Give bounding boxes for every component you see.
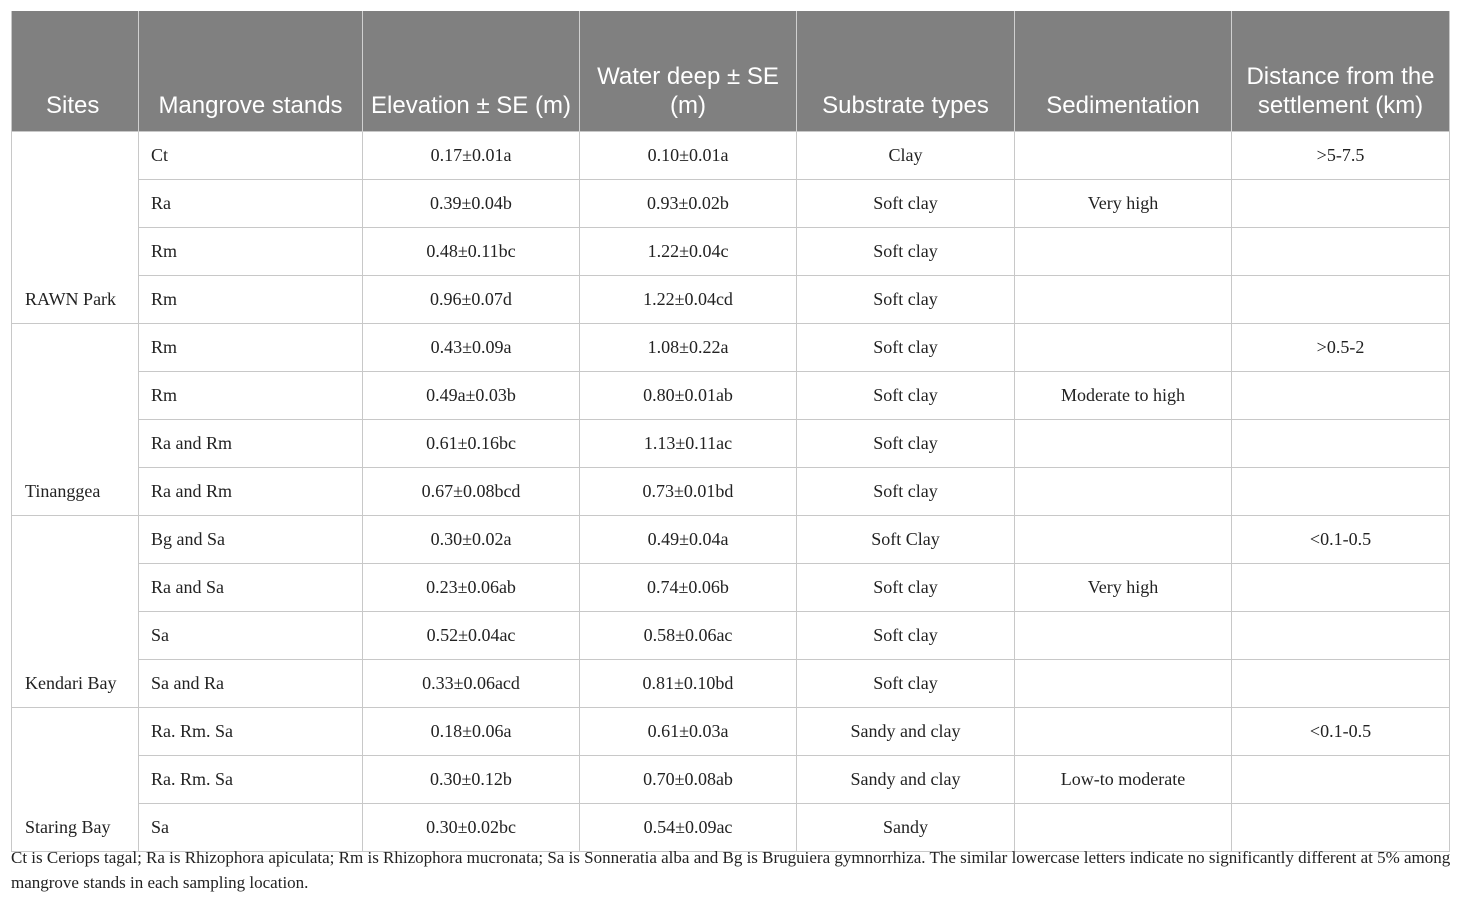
stand-cell: Ra and Rm xyxy=(139,468,363,516)
table-row xyxy=(12,180,1450,228)
water-deep-cell: 0.81±0.10bd xyxy=(580,660,797,708)
sedimentation-cell: Moderate to high xyxy=(1015,372,1232,420)
table-row xyxy=(12,228,1450,276)
site-name-cell: RAWN Park xyxy=(12,132,139,324)
header-distance: Distance from the settlement (km) xyxy=(1232,11,1450,132)
distance-cell: >0.5-2 xyxy=(1232,324,1450,372)
sedimentation-cell xyxy=(1015,420,1232,468)
table-row xyxy=(12,660,1450,708)
substrate-cell: Soft clay xyxy=(797,324,1015,372)
header-mangrove-stands: Mangrove stands xyxy=(139,11,363,132)
table-row xyxy=(12,132,1450,180)
sedimentation-cell xyxy=(1015,516,1232,564)
substrate-cell: Sandy xyxy=(797,804,1015,852)
table-footnote: Ct is Ceriops tagal; Ra is Rhizophora apiculata; Rm is Rhizophora mucronata; Sa is Sonneratia alba and Bg is Bruguiera gymnorrhiza. The similar lowercase letters indicate no significantly different at 5% among mangrove stands in each sampling location. xyxy=(11,848,1451,892)
stand-cell: Ra. Rm. Sa xyxy=(139,756,363,804)
substrate-cell: Soft clay xyxy=(797,372,1015,420)
elevation-cell: 0.48±0.11bc xyxy=(363,228,580,276)
distance-cell xyxy=(1232,228,1450,276)
water-deep-cell: 0.58±0.06ac xyxy=(580,612,797,660)
stand-cell: Sa xyxy=(139,612,363,660)
elevation-cell: 0.67±0.08bcd xyxy=(363,468,580,516)
sedimentation-cell: Very high xyxy=(1015,564,1232,612)
stand-cell: Bg and Sa xyxy=(139,516,363,564)
water-deep-cell: 1.13±0.11ac xyxy=(580,420,797,468)
data-table-container xyxy=(11,11,1449,852)
sedimentation-cell xyxy=(1015,276,1232,324)
water-deep-cell: 1.22±0.04c xyxy=(580,228,797,276)
stand-cell: Rm xyxy=(139,276,363,324)
elevation-cell: 0.43±0.09a xyxy=(363,324,580,372)
distance-cell xyxy=(1232,420,1450,468)
stand-cell: Ra. Rm. Sa xyxy=(139,708,363,756)
distance-cell xyxy=(1232,276,1450,324)
stand-cell: Rm xyxy=(139,372,363,420)
elevation-cell: 0.33±0.06acd xyxy=(363,660,580,708)
substrate-cell: Soft clay xyxy=(797,180,1015,228)
water-deep-cell: 0.93±0.02b xyxy=(580,180,797,228)
substrate-cell: Soft clay xyxy=(797,228,1015,276)
water-deep-cell: 1.08±0.22a xyxy=(580,324,797,372)
sedimentation-cell xyxy=(1015,708,1232,756)
elevation-cell: 0.49a±0.03b xyxy=(363,372,580,420)
substrate-cell: Soft clay xyxy=(797,660,1015,708)
substrate-cell: Soft clay xyxy=(797,468,1015,516)
elevation-cell: 0.39±0.04b xyxy=(363,180,580,228)
stand-cell: Sa xyxy=(139,804,363,852)
site-name-cell: Staring Bay xyxy=(12,708,139,852)
sedimentation-cell xyxy=(1015,228,1232,276)
header-substrate-types: Substrate types xyxy=(797,11,1015,132)
elevation-cell: 0.23±0.06ab xyxy=(363,564,580,612)
header-sedimentation: Sedimentation xyxy=(1015,11,1232,132)
substrate-cell: Soft clay xyxy=(797,420,1015,468)
sedimentation-cell xyxy=(1015,132,1232,180)
table-row xyxy=(12,468,1450,516)
water-deep-cell: 1.22±0.04cd xyxy=(580,276,797,324)
substrate-cell: Sandy and clay xyxy=(797,708,1015,756)
stand-cell: Ra and Sa xyxy=(139,564,363,612)
sedimentation-cell xyxy=(1015,612,1232,660)
substrate-cell: Soft Clay xyxy=(797,516,1015,564)
elevation-cell: 0.61±0.16bc xyxy=(363,420,580,468)
elevation-cell: 0.18±0.06a xyxy=(363,708,580,756)
table-row xyxy=(12,708,1450,756)
distance-cell xyxy=(1232,372,1450,420)
header-sites: Sites xyxy=(12,11,139,132)
sedimentation-cell xyxy=(1015,324,1232,372)
sedimentation-cell: Low-to moderate xyxy=(1015,756,1232,804)
site-name-cell: Tinanggea xyxy=(12,324,139,516)
header-water-deep: Water deep ± SE (m) xyxy=(580,11,797,132)
site-name-cell: Kendari Bay xyxy=(12,516,139,708)
water-deep-cell: 0.61±0.03a xyxy=(580,708,797,756)
stand-cell: Sa and Ra xyxy=(139,660,363,708)
mangrove-site-table xyxy=(11,11,1450,852)
water-deep-cell: 0.54±0.09ac xyxy=(580,804,797,852)
water-deep-cell: 0.73±0.01bd xyxy=(580,468,797,516)
distance-cell: <0.1-0.5 xyxy=(1232,708,1450,756)
stand-cell: Ct xyxy=(139,132,363,180)
sedimentation-cell: Very high xyxy=(1015,180,1232,228)
distance-cell xyxy=(1232,660,1450,708)
stand-cell: Rm xyxy=(139,324,363,372)
water-deep-cell: 0.80±0.01ab xyxy=(580,372,797,420)
table-row xyxy=(12,564,1450,612)
table-row xyxy=(12,756,1450,804)
header-elevation: Elevation ± SE (m) xyxy=(363,11,580,132)
table-body xyxy=(12,132,1450,852)
table-row xyxy=(12,612,1450,660)
stand-cell: Ra and Rm xyxy=(139,420,363,468)
stand-cell: Rm xyxy=(139,228,363,276)
table-row xyxy=(12,372,1450,420)
water-deep-cell: 0.74±0.06b xyxy=(580,564,797,612)
water-deep-cell: 0.10±0.01a xyxy=(580,132,797,180)
water-deep-cell: 0.70±0.08ab xyxy=(580,756,797,804)
substrate-cell: Clay xyxy=(797,132,1015,180)
substrate-cell: Soft clay xyxy=(797,276,1015,324)
table-row xyxy=(12,516,1450,564)
table-row xyxy=(12,420,1450,468)
elevation-cell: 0.30±0.12b xyxy=(363,756,580,804)
substrate-cell: Soft clay xyxy=(797,612,1015,660)
distance-cell: <0.1-0.5 xyxy=(1232,516,1450,564)
table-header xyxy=(12,11,1450,132)
elevation-cell: 0.30±0.02a xyxy=(363,516,580,564)
table-row xyxy=(12,276,1450,324)
elevation-cell: 0.30±0.02bc xyxy=(363,804,580,852)
distance-cell xyxy=(1232,756,1450,804)
sedimentation-cell xyxy=(1015,468,1232,516)
stand-cell: Ra xyxy=(139,180,363,228)
distance-cell xyxy=(1232,564,1450,612)
substrate-cell: Sandy and clay xyxy=(797,756,1015,804)
distance-cell xyxy=(1232,180,1450,228)
table-row xyxy=(12,324,1450,372)
substrate-cell: Soft clay xyxy=(797,564,1015,612)
elevation-cell: 0.17±0.01a xyxy=(363,132,580,180)
elevation-cell: 0.52±0.04ac xyxy=(363,612,580,660)
distance-cell: >5-7.5 xyxy=(1232,132,1450,180)
water-deep-cell: 0.49±0.04a xyxy=(580,516,797,564)
distance-cell xyxy=(1232,612,1450,660)
sedimentation-cell xyxy=(1015,660,1232,708)
distance-cell xyxy=(1232,468,1450,516)
elevation-cell: 0.96±0.07d xyxy=(363,276,580,324)
